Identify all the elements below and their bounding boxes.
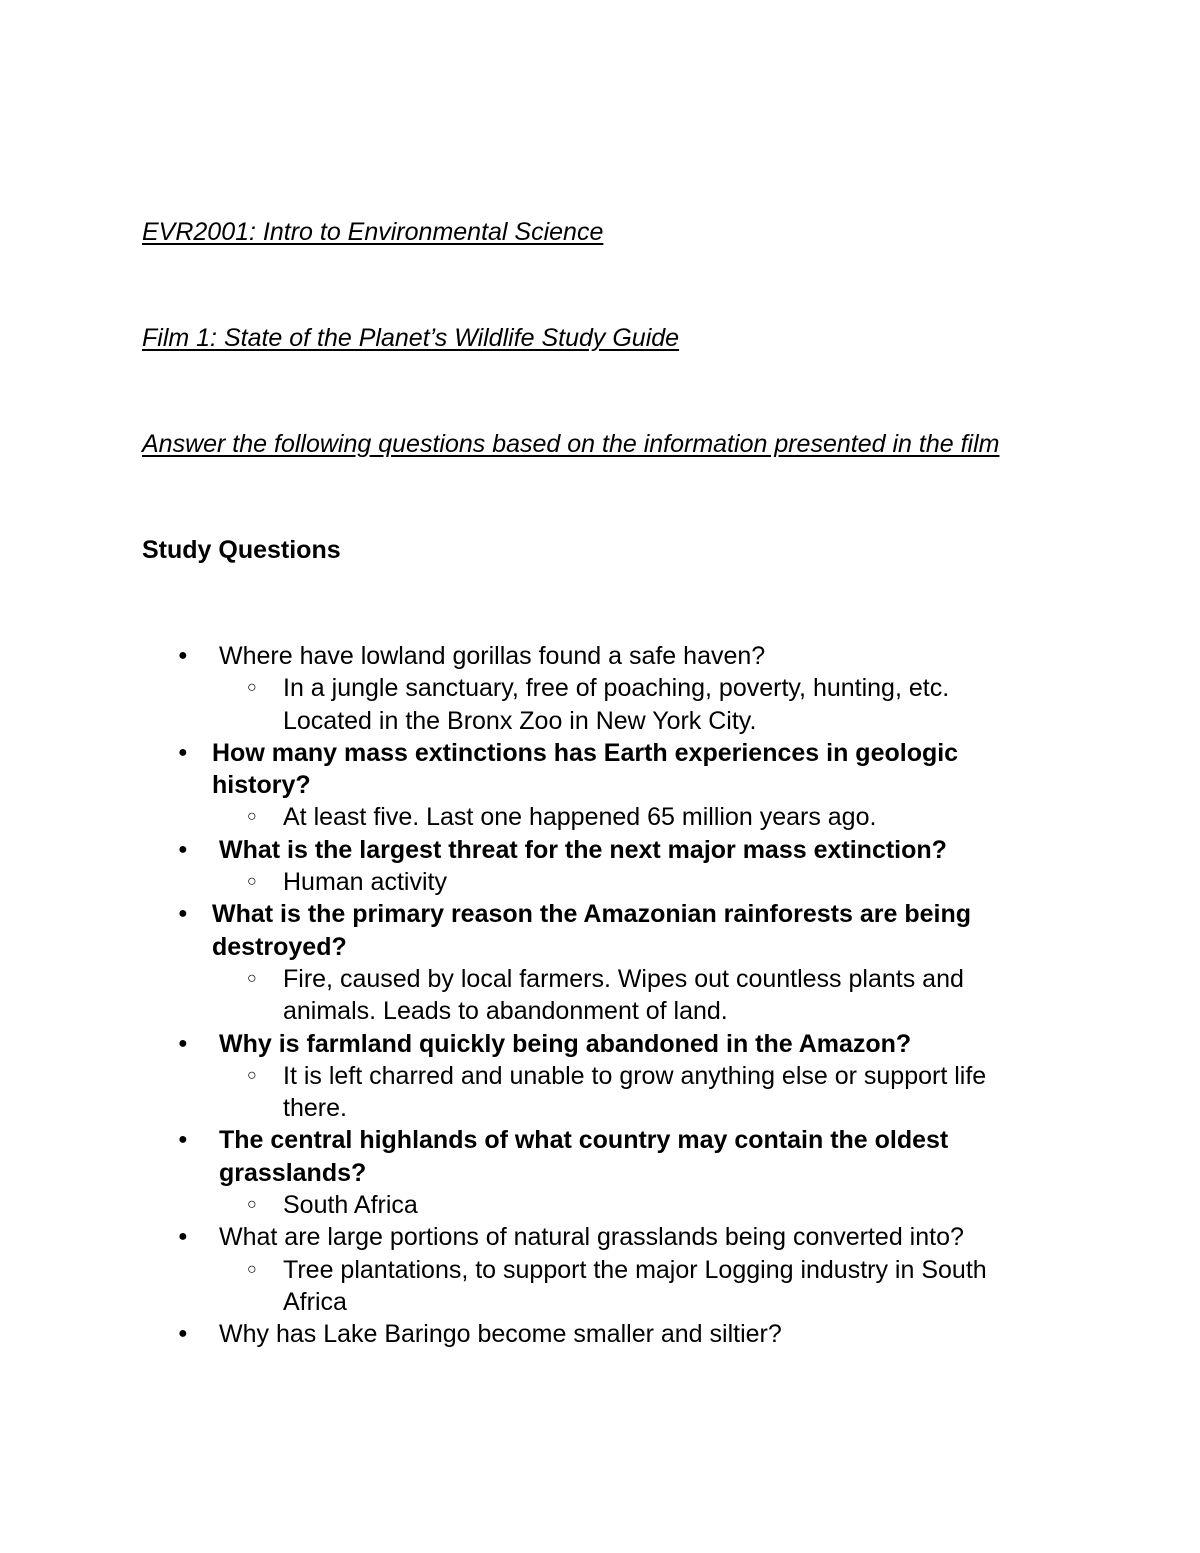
answer-text: It is left charred and unable to grow anything else or support life there. bbox=[283, 1061, 987, 1123]
answer-text: Fire, caused by local farmers. Wipes out countless plants and animals. Leads to abandonment of land. bbox=[283, 964, 964, 1026]
answer-item bbox=[212, 1189, 1043, 1221]
answer-list bbox=[212, 1254, 1042, 1319]
sub-bullet-icon: ○ bbox=[247, 679, 257, 697]
question-item bbox=[0, 898, 1042, 1027]
question-text: The central highlands of what country may contain the oldest grasslands? bbox=[219, 1126, 949, 1187]
sub-bullet-icon: ○ bbox=[247, 1196, 257, 1214]
question-text: What is the largest threat for the next major mass extinction? bbox=[219, 835, 947, 864]
bullet-icon: ● bbox=[178, 840, 188, 858]
course-title: EVR2001: Intro to Environmental Science bbox=[142, 218, 604, 246]
answer-list bbox=[212, 1189, 1042, 1221]
answer-text: Human activity bbox=[283, 868, 447, 897]
answer-text: In a jungle sanctuary, free of poaching, poverty, hunting, etc. Located in the Bronx Zoo in New York City. bbox=[283, 674, 950, 735]
bullet-icon: ● bbox=[178, 905, 188, 923]
answer-item bbox=[212, 963, 1043, 1028]
question-text: What is the primary reason the Amazonian rainforests are being destroyed? bbox=[212, 900, 971, 961]
bullet-icon: ● bbox=[178, 743, 188, 761]
answer-item bbox=[212, 672, 1043, 737]
answer-text: Tree plantations, to support the major Logging industry in South Africa bbox=[283, 1255, 987, 1316]
answer-list bbox=[212, 1060, 1042, 1125]
sub-bullet-icon: ○ bbox=[247, 873, 257, 891]
question-text: Why is farmland quickly being abandoned in the Amazon? bbox=[219, 1029, 912, 1058]
bullet-icon: ● bbox=[178, 1325, 188, 1343]
question-item bbox=[0, 1318, 1042, 1350]
bullet-icon: ● bbox=[178, 1228, 188, 1246]
question-item bbox=[0, 1028, 1042, 1125]
instructions: Answer the following questions based on the information presented in the film bbox=[142, 430, 1000, 458]
bullet-icon: ● bbox=[178, 647, 188, 664]
answer-text: South Africa bbox=[283, 1191, 418, 1220]
answer-text: At least five. Last one happened 65 million years ago. bbox=[283, 803, 877, 832]
question-text: Why has Lake Baringo become smaller and siltier? bbox=[219, 1320, 782, 1349]
question-item bbox=[0, 640, 1042, 737]
answer-list bbox=[212, 801, 1042, 833]
sub-bullet-icon: ○ bbox=[247, 808, 257, 826]
sub-bullet-icon: ○ bbox=[247, 1066, 257, 1084]
film-title: Film 1: State of the Planet’s Wildlife Study Guide bbox=[142, 324, 680, 352]
question-text: How many mass extinctions has Earth experiences in geologic history? bbox=[212, 738, 959, 800]
answer-item bbox=[212, 866, 1043, 898]
bullet-icon: ● bbox=[178, 1131, 188, 1149]
question-item bbox=[0, 1124, 1042, 1221]
answer-list bbox=[212, 866, 1042, 898]
question-list bbox=[0, 640, 1200, 1351]
bullet-icon: ● bbox=[178, 1034, 188, 1052]
answer-list bbox=[212, 672, 1042, 737]
sub-bullet-icon: ○ bbox=[247, 969, 257, 987]
question-text: What are large portions of natural grasslands being converted into? bbox=[219, 1223, 964, 1252]
question-item bbox=[0, 1221, 1042, 1318]
answer-item bbox=[212, 801, 1043, 833]
section-heading: Study Questions bbox=[142, 536, 341, 564]
answer-list bbox=[212, 963, 1042, 1028]
sub-bullet-icon: ○ bbox=[247, 1260, 257, 1278]
answer-item bbox=[212, 1060, 1043, 1125]
question-item bbox=[0, 737, 1042, 834]
question-text: Where have lowland gorillas found a safe haven? bbox=[219, 642, 766, 670]
answer-item bbox=[212, 1254, 1043, 1319]
question-item bbox=[0, 834, 1042, 899]
